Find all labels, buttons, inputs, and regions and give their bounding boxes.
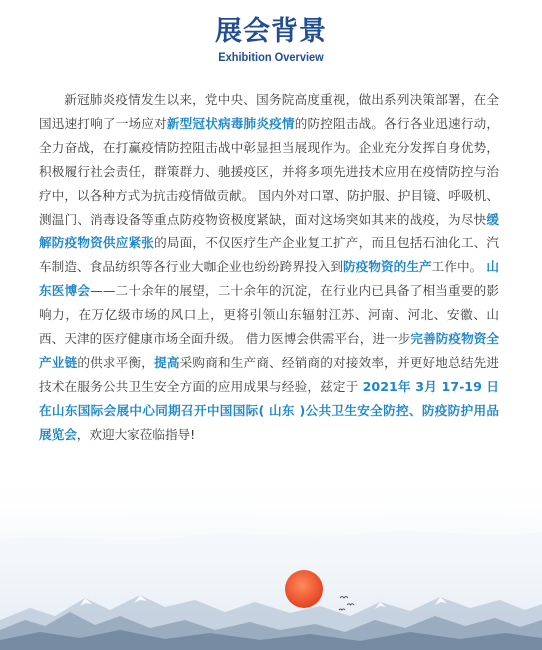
page-title: 展会背景: [215, 16, 327, 47]
highlight-supply-chain: 完善防疫物资全产业链: [39, 331, 499, 370]
highlight-expo-name: 山东医博会: [39, 259, 500, 299]
paragraph-text: 的局面，不仅医疗生产企业复工扩产，而且包括石油化工、汽车制造、食品纺织等各行业大咖企业也纷纷跨界投入到: [39, 235, 500, 275]
sun-graphic: [285, 570, 323, 608]
highlight-improve: 提高: [154, 354, 180, 370]
paragraph-text: 采购商和生产商、经销商的对接效率，并更好地总结先进技术在服务公共卫生安全方面的应用成果与经验，兹定于: [39, 354, 500, 394]
overview-paragraph: [39, 88, 499, 447]
mountain-sunrise-illustration: [0, 470, 542, 650]
paragraph-text: 的防控阻击战。各行各业迅速行动，全力奋战，在打赢疫情防控阻击战中彰显担当展现作为。企业充分发挥自身优势，积极履行社会责任，群策群力、驰援疫区，并将多项先进技术应用在疫情防控与治疗中，以各种方式为抗击疫情做贡献。 国内外对口罩、防护服、护目镜、呼吸机、测温门、消毒设备等重点防疫物资极度紧缺，面对这场突如其来的战疫，为尽快: [39, 115, 500, 227]
paragraph-text: 工作中。: [431, 259, 487, 275]
highlight-supply-shortage: 缓解防疫物资供应紧张: [39, 211, 499, 251]
paragraph-text: 的供求平衡，: [77, 354, 155, 370]
highlight-covid: 新型冠状病毒肺炎疫情: [166, 115, 295, 131]
paragraph-text: ，欢迎大家莅临指导!: [76, 426, 196, 442]
paragraph-text: ——二十余年的展望，二十余年的沉淀，在行业内已具备了相当重要的影响力，在万亿级市场的风口上，更将引领山东辐射江苏、河南、河北、安徽、山西、天津的医疗健康市场全面升级。 借力医博会供需平台，进一步: [39, 283, 500, 347]
highlight-production: 防疫物资的生产: [343, 259, 432, 275]
highlight-exhibition-date: 2021年 3月 17-19 日在山东国际会展中心同期召开中国国际( 山东 )公共卫生安全防控、防疫防护用品展览会: [39, 378, 499, 442]
paragraph-text: 新冠肺炎疫情发生以来，党中央、国务院高度重视，做出系列决策部署，在全国迅速打响了一场应对: [39, 92, 499, 131]
page-subtitle: Exhibition Overview: [218, 50, 324, 64]
